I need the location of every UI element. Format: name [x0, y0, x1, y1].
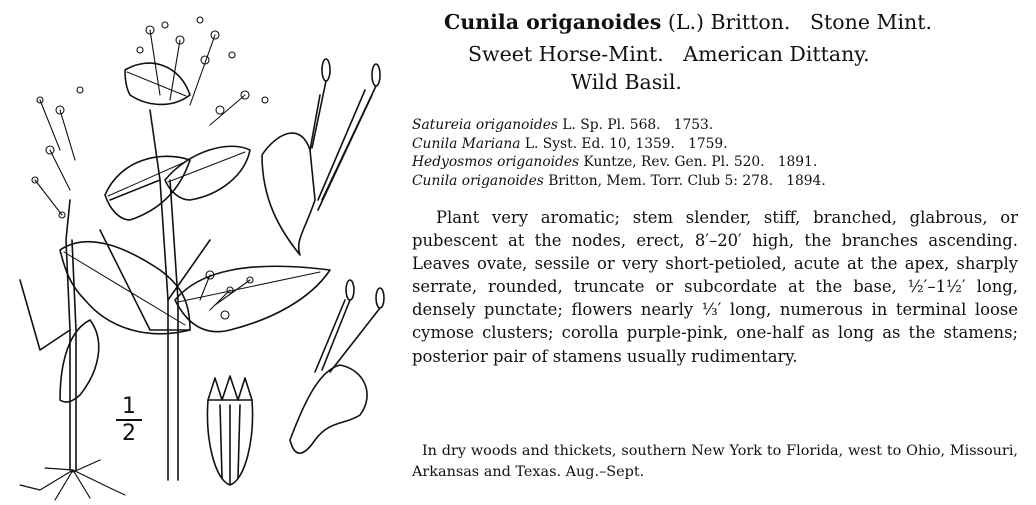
synonym-name: Hedyosmos origanoides: [412, 154, 580, 170]
scientific-name: Cunila origanoides: [444, 10, 662, 34]
habitat-range: In dry woods and thickets, southern New York to Florida, west to Ohio, Missouri, Arkansas and Texas. Aug.–Sept.: [412, 443, 1018, 480]
synonym-citation: L. Sp. Pl. 568. 1753.: [562, 117, 714, 133]
synonym-citation: Britton, Mem. Torr. Club 5: 278. 1894.: [548, 172, 826, 189]
species-description: Plant very aromatic; stem slender, stiff, branched, glabrous, or pubescent at the nodes, erect, 8′–20′ high, the branches ascending. Leaves ovate, sessile or very short-petioled, acute at the apex, sharply serrate, rounded, truncate or subcordate at the base, ½′–1½′ long, densely punctate; flowers nearly ⅓′ long, numerous in terminal loose cymose clusters; corolla purple-pink, one-half as long as the stamens; posterior pair of stamens usually rudimentary.: [412, 208, 1018, 366]
synonym-list: [412, 116, 826, 190]
common-names-line-2: Sweet Horse-Mint. American Dittany.: [468, 42, 870, 66]
synonym-citation: Kuntze, Rev. Gen. Pl. 520. 1891.: [583, 154, 818, 170]
common-names-line-3: Wild Basil.: [571, 70, 682, 94]
common-name-primary: Stone Mint.: [810, 10, 932, 34]
open-flower-detail: [290, 280, 384, 453]
stems: [20, 110, 210, 480]
plant-illustration: [0, 0, 410, 505]
calyx-detail: [207, 376, 252, 485]
synonym-entry: [412, 172, 826, 191]
synonym-citation: L. Syst. Ed. 10, 1359. 1759.: [524, 135, 728, 152]
roots: [20, 460, 125, 500]
flower-detail: [262, 59, 380, 255]
synonym-entry: [412, 116, 826, 135]
authority: (L.) Britton.: [667, 10, 791, 34]
synonym-entry: [412, 153, 826, 172]
synonym-entry: [412, 135, 826, 154]
synonym-name: Satureia origanoides: [412, 117, 558, 133]
scale-fraction: [116, 395, 142, 445]
synonym-name: Cunila origanoides: [412, 172, 544, 189]
scale-numerator: 1: [122, 394, 136, 419]
synonym-name: Cunila Mariana: [412, 135, 521, 152]
scale-denominator: 2: [122, 421, 136, 446]
species-title-line: [444, 10, 932, 34]
